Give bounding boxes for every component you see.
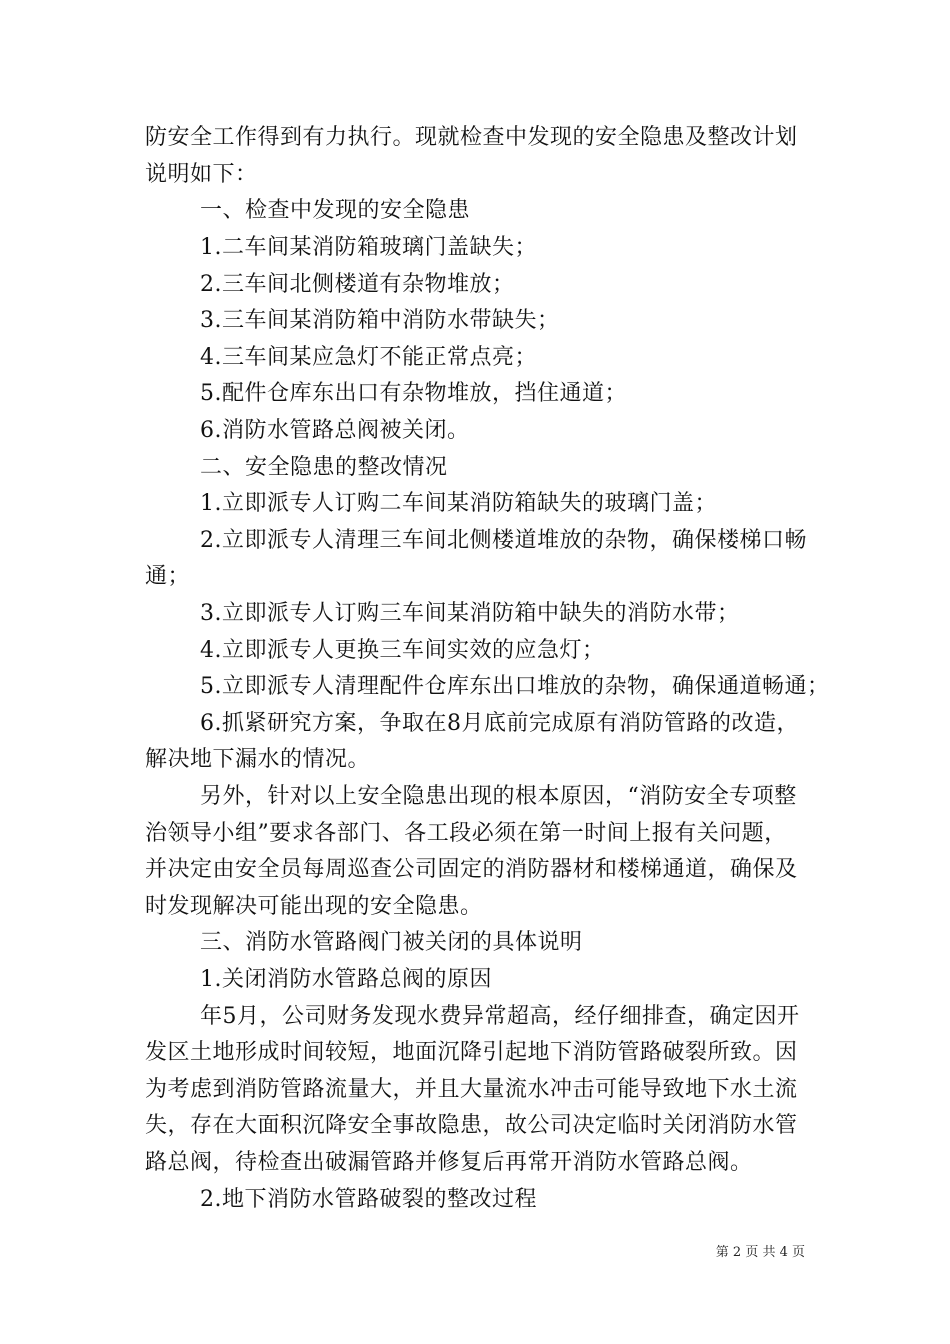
section-heading: 三、消防水管路阀门被关闭的具体说明 bbox=[200, 930, 583, 955]
page-number: 第 2 页 共 4 页 bbox=[715, 1245, 805, 1260]
paragraph-line: 发区土地形成时间较短，地面沉降引起地下消防管路破裂所致。因 bbox=[145, 1040, 798, 1065]
list-item: 3.立即派专人订购三车间某消防箱中缺失的消防水带； bbox=[200, 601, 740, 626]
list-item: 5.立即派专人清理配件仓库东出口堆放的杂物，确保通道畅通； bbox=[200, 674, 830, 699]
subsection-heading: 2.地下消防水管路破裂的整改过程 bbox=[200, 1187, 537, 1212]
paragraph-line: 治领导小组”要求各部门、各工段必须在第一时间上报有关问题， bbox=[145, 821, 787, 846]
text-line: 防安全工作得到有力执行。现就检查中发现的安全隐患及整改计划 bbox=[145, 125, 798, 150]
list-item: 2.立即派专人清理三车间北侧楼道堆放的杂物，确保楼梯口畅 bbox=[200, 528, 807, 553]
list-item: 6.抓紧研究方案，争取在8月底前完成原有消防管路的改造， bbox=[200, 711, 799, 736]
paragraph-line: 另外，针对以上安全隐患出现的根本原因，“消防安全专项整 bbox=[200, 784, 797, 809]
paragraph-line: 失，存在大面积沉降安全事故隐患，故公司决定临时关闭消防水管 bbox=[145, 1113, 798, 1138]
list-item: 5.配件仓库东出口有杂物堆放，挡住通道； bbox=[200, 381, 627, 406]
text-line: 通； bbox=[145, 564, 191, 589]
paragraph-line: 年5月，公司财务发现水费异常超高，经仔细排查，确定因开 bbox=[200, 1004, 800, 1029]
list-item: 1.立即派专人订购二车间某消防箱缺失的玻璃门盖； bbox=[200, 491, 717, 516]
section-heading: 一、检查中发现的安全隐患 bbox=[200, 198, 471, 223]
subsection-heading: 1.关闭消防水管路总阀的原因 bbox=[200, 967, 492, 992]
list-item: 1.二车间某消防箱玻璃门盖缺失； bbox=[200, 235, 537, 260]
section-heading: 二、安全隐患的整改情况 bbox=[200, 455, 448, 480]
paragraph-line: 路总阀，待检查出破漏管路并修复后再常开消防水管路总阀。 bbox=[145, 1150, 753, 1175]
list-item: 6.消防水管路总阀被关闭。 bbox=[200, 418, 470, 443]
list-item: 2.三车间北侧楼道有杂物堆放； bbox=[200, 272, 515, 297]
list-item: 4.立即派专人更换三车间实效的应急灯； bbox=[200, 638, 605, 663]
text-line: 说明如下： bbox=[145, 162, 258, 187]
paragraph-line: 并决定由安全员每周巡查公司固定的消防器材和楼梯通道，确保及 bbox=[145, 857, 798, 882]
paragraph-line: 为考虑到消防管路流量大，并且大量流水冲击可能导致地下水土流 bbox=[145, 1077, 798, 1102]
list-item: 4.三车间某应急灯不能正常点亮； bbox=[200, 345, 537, 370]
list-item: 3.三车间某消防箱中消防水带缺失； bbox=[200, 308, 560, 333]
paragraph-line: 时发现解决可能出现的安全隐患。 bbox=[145, 894, 483, 919]
text-line: 解决地下漏水的情况。 bbox=[145, 747, 371, 772]
